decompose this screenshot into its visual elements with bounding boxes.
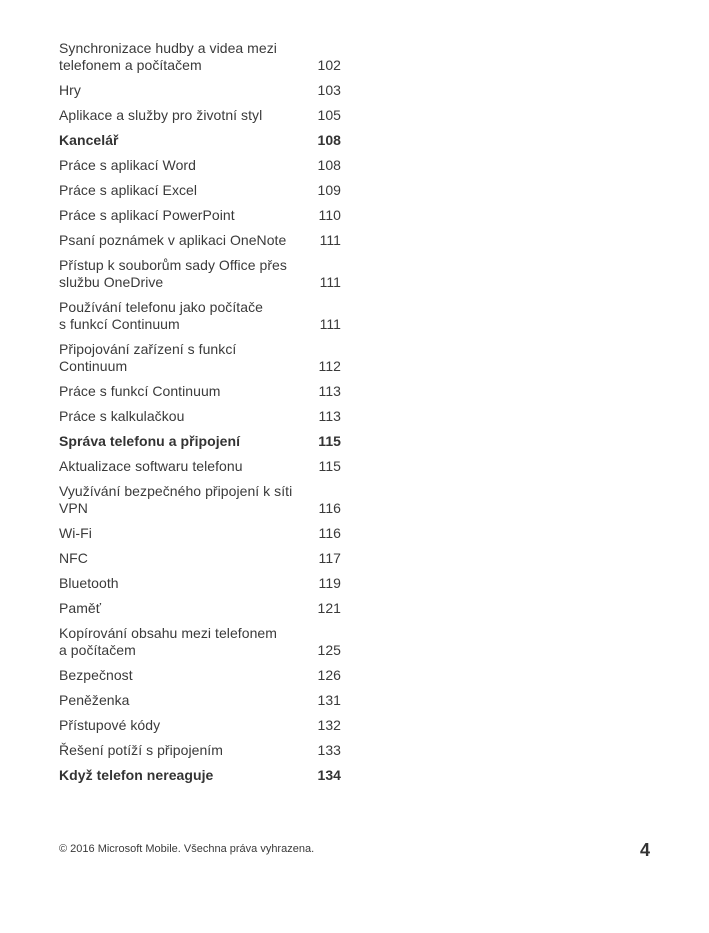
toc-entry-page: 108 bbox=[317, 157, 341, 173]
toc-entry-page: 108 bbox=[317, 132, 341, 148]
toc-entry-page: 131 bbox=[317, 692, 341, 708]
toc-entry-page: 119 bbox=[318, 575, 341, 591]
toc-entry[interactable] bbox=[59, 232, 341, 249]
toc-entry[interactable] bbox=[59, 341, 341, 375]
toc-entry[interactable] bbox=[59, 525, 341, 542]
toc-entry-title: Práce s aplikací Word bbox=[59, 157, 196, 173]
toc-entry-page: 103 bbox=[317, 82, 341, 98]
toc-entry-title: Bezpečnost bbox=[59, 667, 133, 683]
toc-entry-page: 132 bbox=[317, 717, 341, 733]
toc-section-heading[interactable] bbox=[59, 433, 341, 450]
toc-entry-title: Práce s aplikací Excel bbox=[59, 182, 198, 198]
toc-entry[interactable] bbox=[59, 483, 341, 517]
toc-entry-page: 133 bbox=[317, 742, 341, 758]
toc-entry-page: 115 bbox=[318, 433, 341, 449]
toc-entry[interactable] bbox=[59, 742, 341, 759]
toc-entry-title: Využívání bezpečného připojení k síti VPN bbox=[59, 483, 293, 516]
toc-entry[interactable] bbox=[59, 107, 341, 124]
toc-entry-page: 109 bbox=[317, 182, 341, 198]
toc-entry-page: 111 bbox=[319, 232, 341, 248]
toc-entry-page: 105 bbox=[317, 107, 341, 123]
toc-entry-title: Práce s funkcí Continuum bbox=[59, 383, 221, 399]
toc-entry-title: Synchronizace hudby a videa mezi telefonem a počítačem bbox=[59, 40, 277, 73]
toc-entry-page: 110 bbox=[318, 207, 341, 223]
toc-entry[interactable] bbox=[59, 408, 341, 425]
toc-entry-title: Používání telefonu jako počítače s funkcí Continuum bbox=[59, 299, 263, 332]
toc-entry-title: Práce s aplikací PowerPoint bbox=[59, 207, 235, 223]
toc-entry-page: 116 bbox=[318, 500, 341, 516]
toc-entry-title: Práce s kalkulačkou bbox=[59, 408, 185, 424]
toc-entry[interactable] bbox=[59, 182, 341, 199]
toc-entry[interactable] bbox=[59, 575, 341, 592]
toc-entry-title: Kancelář bbox=[59, 132, 119, 148]
toc-entry[interactable] bbox=[59, 257, 341, 291]
toc-entry-title: Aplikace a služby pro životní styl bbox=[59, 107, 263, 123]
toc-entry-title: Bluetooth bbox=[59, 575, 119, 591]
toc-entry[interactable] bbox=[59, 157, 341, 174]
toc-entry-page: 113 bbox=[318, 408, 341, 424]
toc-entry-title: Přístup k souborům sady Office přes službu OneDrive bbox=[59, 257, 287, 290]
toc-entry-title: Kopírování obsahu mezi telefonem a počítačem bbox=[59, 625, 277, 658]
toc-section-heading[interactable] bbox=[59, 767, 341, 784]
toc-entry-page: 116 bbox=[318, 525, 341, 541]
toc-entry[interactable] bbox=[59, 600, 341, 617]
toc-entry[interactable] bbox=[59, 717, 341, 734]
toc-section-heading[interactable] bbox=[59, 132, 341, 149]
toc-entry-page: 134 bbox=[317, 767, 341, 783]
toc-entry-page: 111 bbox=[319, 316, 341, 332]
toc-entry[interactable] bbox=[59, 207, 341, 224]
toc-entry-title: Peněženka bbox=[59, 692, 130, 708]
toc-entry[interactable] bbox=[59, 383, 341, 400]
toc-entry[interactable] bbox=[59, 667, 341, 684]
toc-entry[interactable] bbox=[59, 458, 341, 475]
toc-entry[interactable] bbox=[59, 82, 341, 99]
toc-entry[interactable] bbox=[59, 692, 341, 709]
toc-entry-title: Přístupové kódy bbox=[59, 717, 161, 733]
toc-entry-page: 113 bbox=[318, 383, 341, 399]
toc-entry-page: 111 bbox=[319, 274, 341, 290]
toc-entry-title: Správa telefonu a připojení bbox=[59, 433, 241, 449]
toc-entry-title: NFC bbox=[59, 550, 88, 566]
toc-entry-page: 102 bbox=[317, 57, 341, 73]
toc-entry-page: 125 bbox=[317, 642, 341, 658]
toc-entry-title: Hry bbox=[59, 82, 81, 98]
copyright-footer: © 2016 Microsoft Mobile. Všechna práva vyhrazena. bbox=[59, 843, 315, 855]
toc-entry-title: Když telefon nereaguje bbox=[59, 767, 214, 783]
toc-entry-title: Aktualizace softwaru telefonu bbox=[59, 458, 243, 474]
toc-entry[interactable] bbox=[59, 40, 341, 74]
toc-entry-title: Paměť bbox=[59, 600, 102, 616]
toc-entry[interactable] bbox=[59, 625, 341, 659]
page-number: 4 bbox=[639, 840, 650, 860]
toc-entry-page: 117 bbox=[318, 550, 341, 566]
toc-entry-page: 126 bbox=[317, 667, 341, 683]
toc-entry-title: Psaní poznámek v aplikaci OneNote bbox=[59, 232, 287, 248]
table-of-contents bbox=[59, 40, 341, 792]
toc-entry-page: 112 bbox=[318, 358, 341, 374]
toc-entry-page: 121 bbox=[317, 600, 341, 616]
toc-entry[interactable] bbox=[59, 550, 341, 567]
toc-entry-title: Připojování zařízení s funkcí Continuum bbox=[59, 341, 237, 374]
toc-entry-page: 115 bbox=[318, 458, 341, 474]
toc-entry-title: Řešení potíží s připojením bbox=[59, 742, 223, 758]
toc-entry[interactable] bbox=[59, 299, 341, 333]
toc-entry-title: Wi-Fi bbox=[59, 525, 92, 541]
